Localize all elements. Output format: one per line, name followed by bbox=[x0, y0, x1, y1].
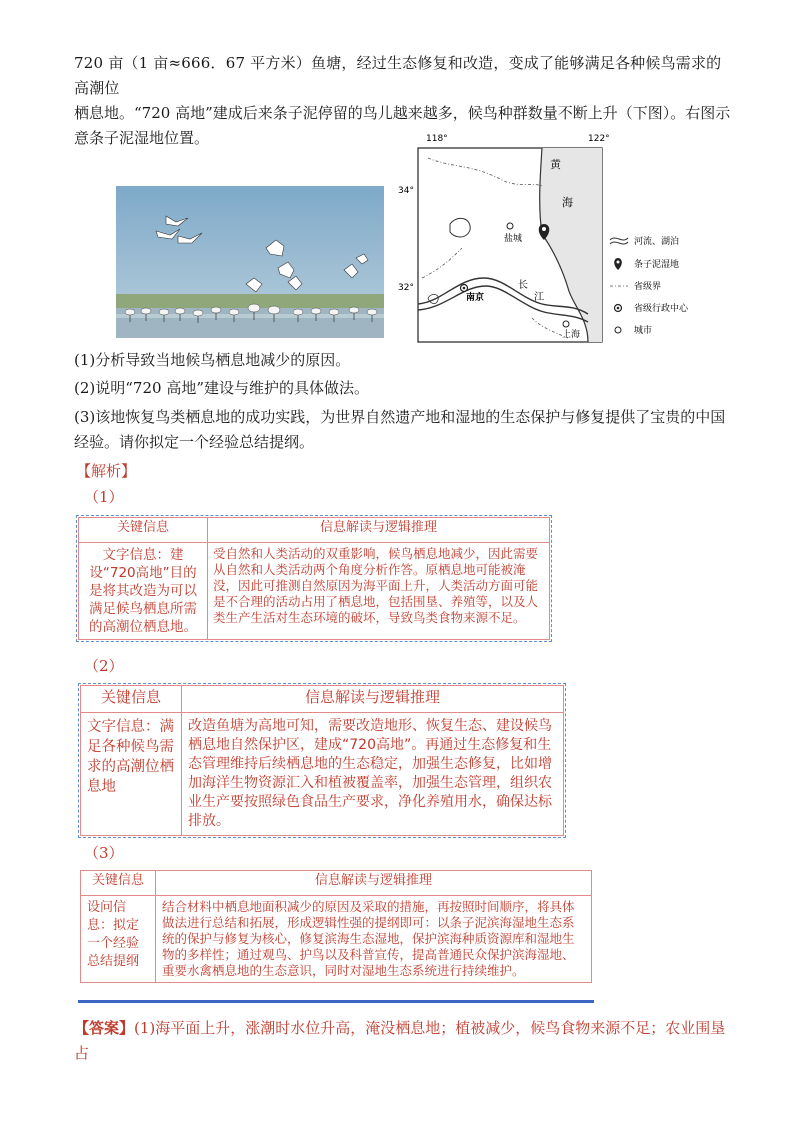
legend-city-icon bbox=[615, 327, 621, 333]
lat-label-32: 32° bbox=[398, 283, 414, 293]
answer-text-2: 占 bbox=[74, 1044, 90, 1062]
question-1: (1)分析导致当地候鸟栖息地减少的原因。 bbox=[74, 351, 351, 369]
legend-capital-icon bbox=[615, 305, 622, 312]
analysis-num-2: （2） bbox=[84, 657, 124, 675]
analysis-table-1 bbox=[78, 517, 550, 640]
lat-label-34: 34° bbox=[398, 186, 414, 196]
analysis-table-2 bbox=[80, 685, 564, 836]
intro-line-3: 意条子泥湿地位置。 bbox=[74, 129, 210, 147]
river-char-2: 江 bbox=[534, 292, 544, 303]
intro-line-1: 720 亩（1 亩≈666．67 平方米）鱼塘，经过生态修复和改造，变成了能够满足各种候鸟需求的高潮位 bbox=[74, 54, 722, 97]
question-3-line-2: 经验。请你拟定一个经验总结提纲。 bbox=[74, 433, 315, 451]
legend-label-city: 城市 bbox=[634, 326, 653, 336]
yancheng-city-icon bbox=[507, 223, 513, 229]
place-shanghai: 上海 bbox=[562, 330, 581, 340]
legend-label-boundary: 省级界 bbox=[634, 282, 662, 292]
location-map bbox=[392, 128, 722, 344]
lon-label-118: 118° bbox=[426, 134, 448, 144]
table2-header-reading: 信息解读与逻辑推理 bbox=[182, 686, 564, 713]
sea-char-2: 海 bbox=[562, 196, 573, 209]
sea-char-1: 黄 bbox=[550, 158, 561, 171]
analysis-table-3 bbox=[80, 870, 592, 983]
river-char-1: 长 bbox=[518, 280, 528, 291]
answer-block bbox=[74, 1016, 744, 1066]
place-yancheng: 盐城 bbox=[504, 234, 523, 244]
intro-line-2: 栖息地。“720 高地”建成后来条子泥停留的鸟儿越来越多，候鸟种群数量不断上升（下图）。右图示 bbox=[74, 104, 731, 122]
table2-reading-cell: 改造鱼塘为高地可知，需要改造地形、恢复生态、建设候鸟栖息地自然保护区，建成“720高地”。再通过生态修复和生态管理维持后续栖息地的生态稳定，加强生态修复，比如增加海洋生物资源汇入和植被覆盖率，加强生态管理，组织农业生产要按照绿色食品生产要求，净化养殖用水，确保达标排放。 bbox=[182, 713, 564, 836]
legend-river-icon bbox=[610, 238, 628, 240]
analysis-num-3: （3） bbox=[84, 844, 124, 862]
shanghai-city-icon bbox=[563, 321, 569, 327]
answer-text: (1)海平面上升，涨潮时水位升高，淹没栖息地；植被减少，候鸟食物来源不足；农业围垦 bbox=[134, 1019, 726, 1037]
legend-label-wetland: 条子泥湿地 bbox=[634, 260, 680, 270]
place-nanjing: 南京 bbox=[466, 293, 485, 303]
cranes-photo bbox=[116, 186, 384, 338]
legend-pin-icon bbox=[614, 258, 622, 270]
table3-key-cell: 设问信息：拟定一个经验总结提纲 bbox=[81, 896, 156, 983]
table3-header-reading: 信息解读与逻辑推理 bbox=[156, 871, 592, 896]
table2-key-cell: 文字信息：满足各种候鸟需求的高潮位栖息地 bbox=[81, 713, 182, 836]
analysis-title: 【解析】 bbox=[76, 462, 137, 480]
analysis-num-1: （1） bbox=[84, 488, 124, 506]
question-3-line-1: (3)该地恢复鸟类栖息地的成功实践，为世界自然遗产地和湿地的生态保护与修复提供了宝贵的中国 bbox=[74, 408, 726, 426]
table2-header-key: 关键信息 bbox=[81, 686, 182, 713]
table3-header-key: 关键信息 bbox=[81, 871, 156, 896]
table1-header-key: 关键信息 bbox=[79, 518, 208, 543]
legend-label-river: 河流、湖泊 bbox=[634, 237, 680, 247]
table3-bottom-bar bbox=[78, 1000, 594, 1003]
table1-header-reading: 信息解读与逻辑推理 bbox=[208, 518, 550, 543]
table3-reading-cell: 结合材料中栖息地面积减少的原因及采取的措施，再按照时间顺序，将具体做法进行总结和拓展，形成逻辑性强的提纲即可：以条子泥滨海湿地生态系统的保护与修复为核心，修复滨海生态湿地，保护滨海种质资源库和湿地生物的多样性；通过观鸟、护鸟以及科普宣传，提高普通民众保护滨海湿地、重要水禽栖息地的生态意识，同时对湿地生态系统进行持续维护。 bbox=[156, 896, 592, 983]
answer-label: 【答案】 bbox=[74, 1019, 135, 1037]
legend-label-capital: 省级行政中心 bbox=[634, 304, 689, 314]
question-2: (2)说明“720 高地”建设与维护的具体做法。 bbox=[74, 379, 369, 397]
table1-reading-cell: 受自然和人类活动的双重影响，候鸟栖息地减少，因此需要从自然和人类活动两个角度分析作答。原栖息地可能被淹没，因此可推测自然原因为海平面上升，人类活动方面可能是不合理的活动占用了栖息地，包括围垦、养殖等，以及人类生产生活对生态环境的破坏，导致鸟类食物来源不足。 bbox=[208, 543, 550, 640]
table1-key-cell: 文字信息：建设“720高地”目的是将其改造为可以满足候鸟栖息所需的高潮位栖息地。 bbox=[79, 543, 208, 640]
lon-label-122: 122° bbox=[588, 134, 610, 144]
